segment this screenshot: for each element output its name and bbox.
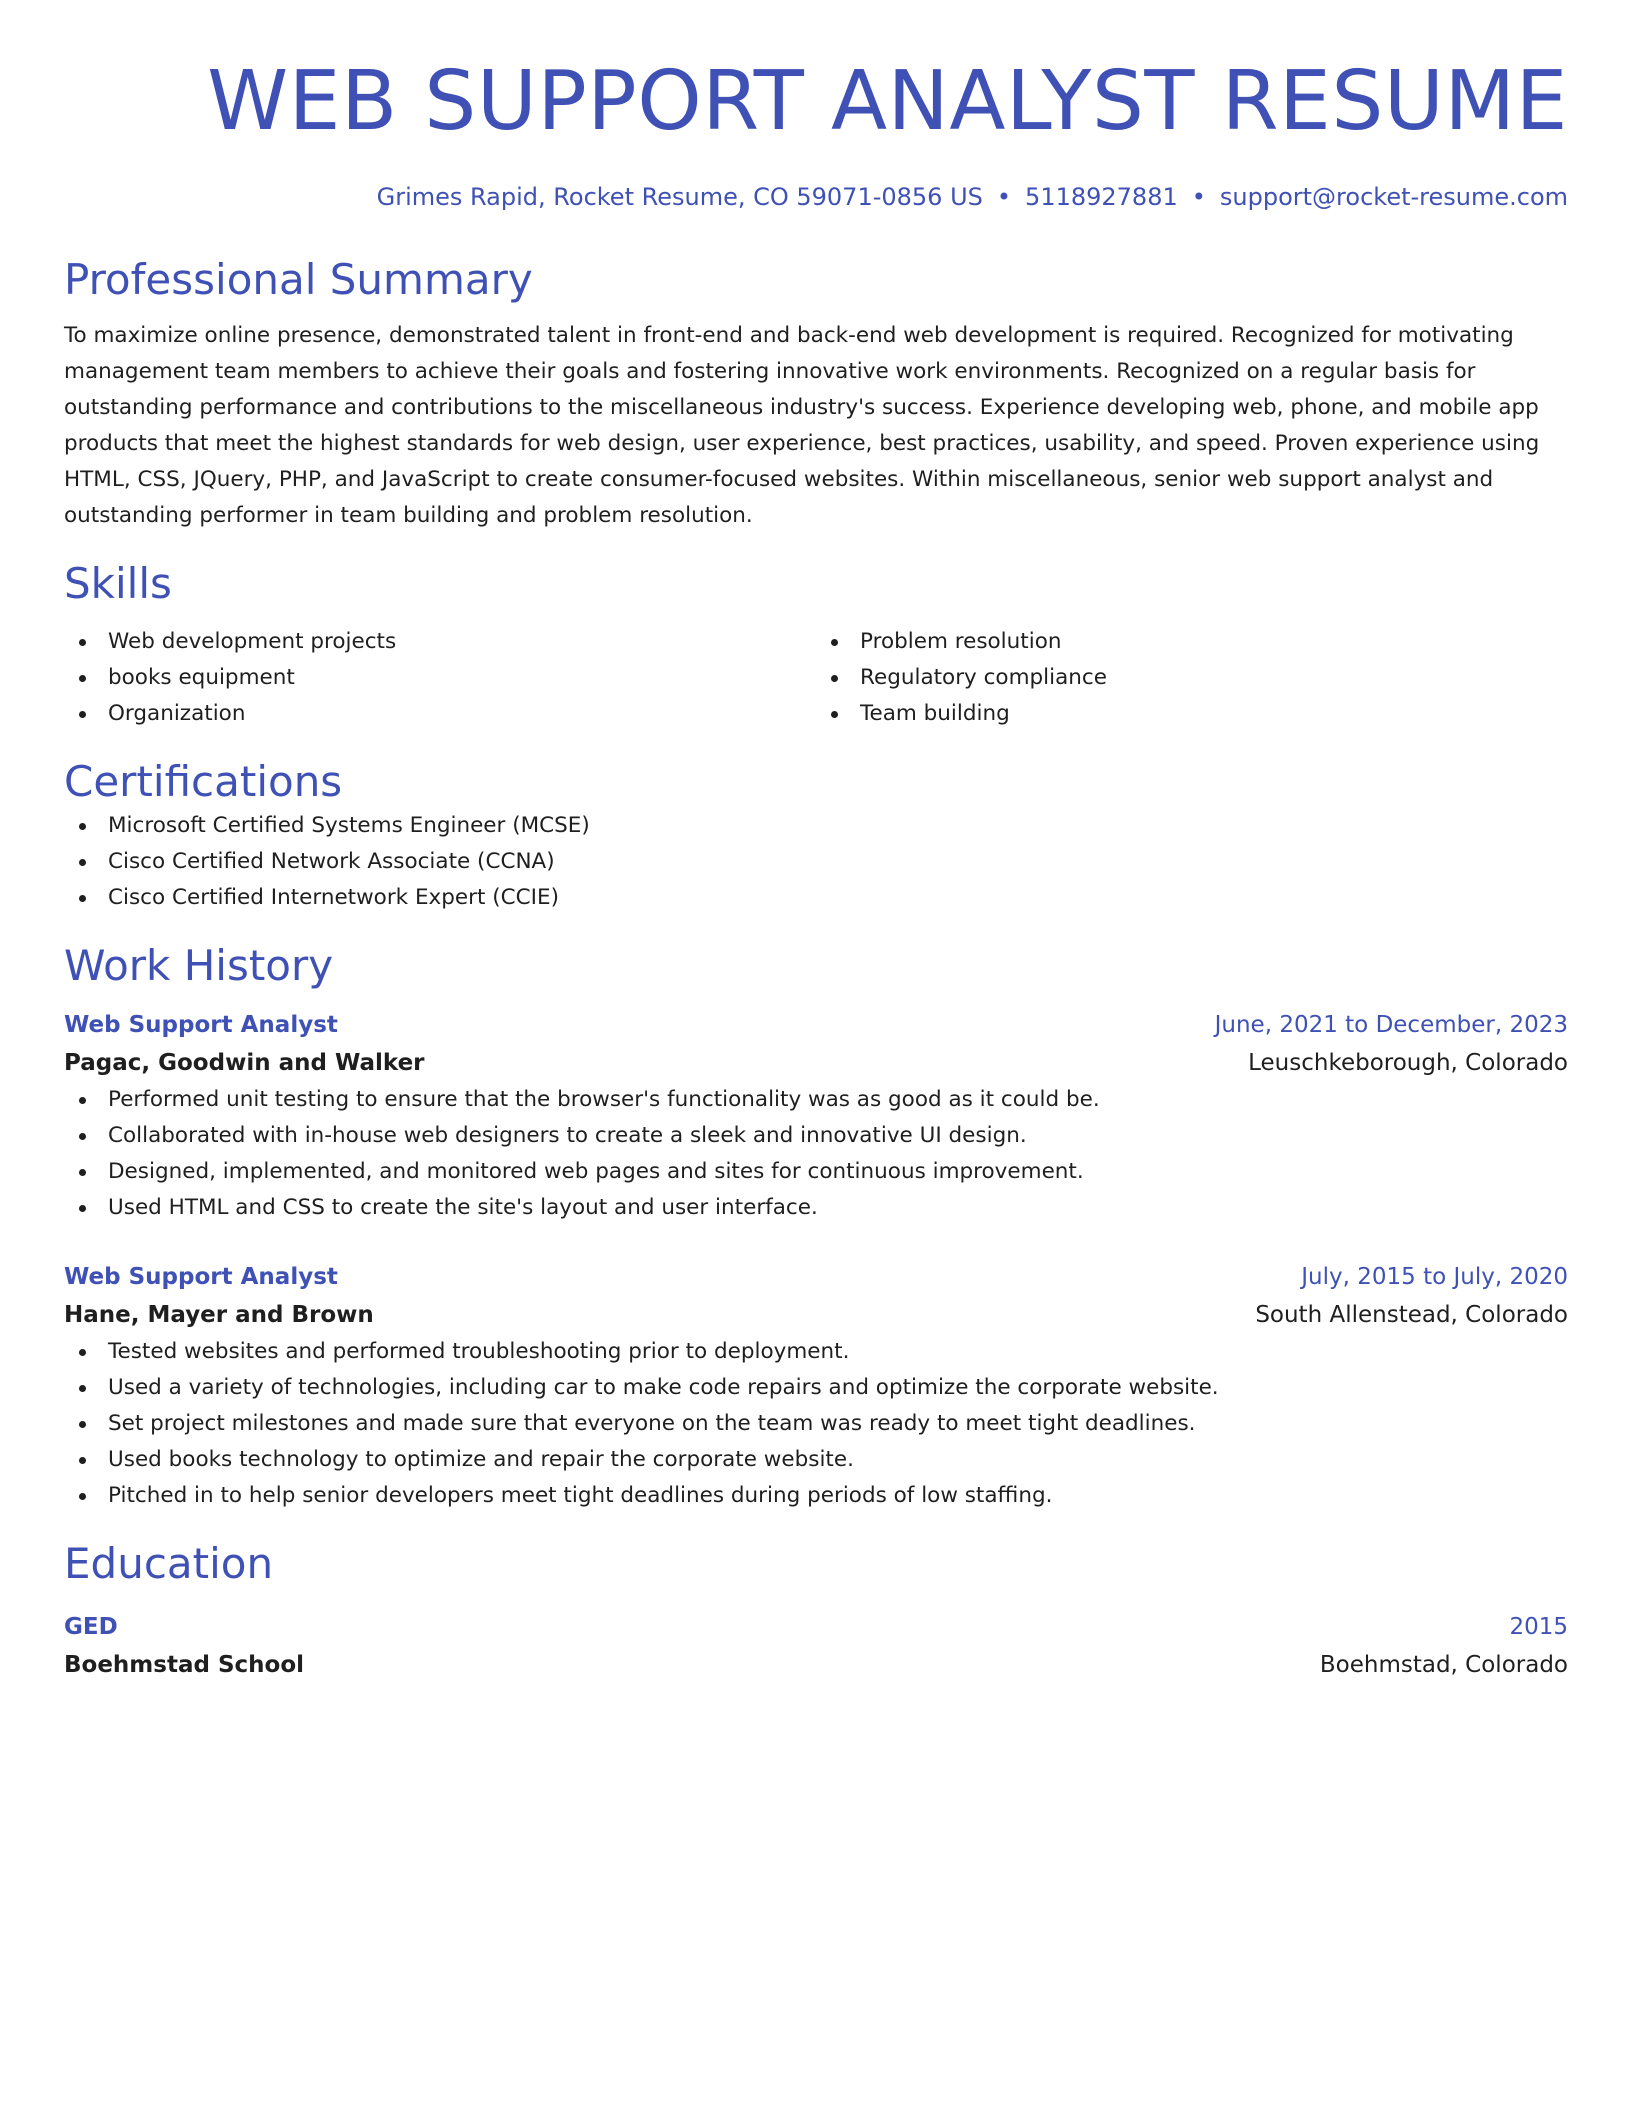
job-bullet-list [64,1082,1568,1226]
skill-item [816,696,1568,732]
bullet-icon [79,1097,86,1104]
job-title: Web Support Analyst [64,1264,338,1290]
job-employer-row [64,1296,1568,1334]
section-heading: Professional Summary [64,255,533,304]
certifications-list [64,808,1568,916]
job-bullet-text: Performed unit testing to ensure that the browser's functionality was as good as it could be. [108,1087,1100,1112]
bullet-icon [831,639,838,646]
job-bullet-text: Designed, implemented, and monitored web pages and sites for continuous improvement. [108,1159,1084,1184]
certification-label: Microsoft Certified Systems Engineer (MCSE) [108,813,590,838]
education-school-row [64,1646,1568,1684]
skill-item [64,660,816,696]
bullet-icon [79,859,86,866]
skill-item [816,624,1568,660]
section-heading: Certifications [64,757,343,806]
job-dates: July, 2015 to July, 2020 [1301,1264,1568,1290]
section-heading: Work History [64,941,334,990]
skill-item [64,696,816,732]
job-bullet-text: Set project milestones and made sure that everyone on the team was ready to meet tight deadlines. [108,1411,1196,1436]
education-section [64,1538,1568,1684]
skill-label: Web development projects [108,629,397,654]
certification-item [64,844,1568,880]
education-year: 2015 [1509,1614,1568,1640]
education-school: Boehmstad School [64,1652,305,1678]
resume-title: WEB SUPPORT ANALYST RESUME [207,54,1568,149]
job-location: South Allenstead, Colorado [1255,1302,1568,1328]
job-header-row [64,1006,1568,1044]
job-entry [64,1006,1568,1226]
bullet-icon [79,711,86,718]
bullet-icon [79,1169,86,1176]
bullet-icon [79,1133,86,1140]
bullet-icon [79,639,86,646]
contact-separator: • [996,183,1012,211]
bullet-icon [79,1385,86,1392]
summary-text: To maximize online presence, demonstrated talent in front-end and back-end web development is required. Recognized for motivating management team members to achieve their goals and fostering innovative work environments. Recognized on a regular basis for outstanding performance and contributions to the miscellaneous industry's success. Experience developing web, phone, and mobile app products that meet the highest standards for web design, user experience, best practices, usability, and speed. Proven experience using HTML, CSS, JQuery, PHP, and JavaScript to create consumer-focused websites. Within miscellaneous, senior web support analyst and outstanding performer in team building and problem resolution. [64,323,1540,528]
job-bullet [64,1406,1568,1442]
job-bullet-text: Used a variety of technologies, including car to make code repairs and optimize the corporate website. [108,1375,1219,1400]
certifications-section [64,756,1568,916]
bullet-icon [79,1349,86,1356]
contact-phone[interactable]: 5118927881 [1025,183,1178,211]
job-bullet [64,1118,1568,1154]
work-history-section [64,940,1568,1514]
job-company: Pagac, Goodwin and Walker [64,1050,425,1076]
education-location: Boehmstad, Colorado [1319,1652,1568,1678]
job-bullet [64,1334,1568,1370]
job-bullet [64,1370,1568,1406]
certification-item [64,808,1568,844]
job-bullet [64,1154,1568,1190]
job-bullet-text: Collaborated with in-house web designers to create a sleek and innovative UI design. [108,1123,1027,1148]
education-degree: GED [64,1614,118,1640]
skill-item [64,624,816,660]
job-bullet [64,1478,1568,1514]
bullet-icon [79,895,86,902]
job-bullet [64,1442,1568,1478]
job-bullet-text: Used HTML and CSS to create the site's layout and user interface. [108,1195,818,1220]
job-bullet [64,1082,1568,1118]
contact-info [64,180,1568,214]
skill-label: Team building [860,701,1010,726]
contact-separator: • [1191,183,1206,211]
skill-label: books equipment [108,665,295,690]
certification-item [64,880,1568,916]
contact-email[interactable]: support@rocket-resume.com [1219,183,1568,211]
job-company: Hane, Mayer and Brown [64,1302,374,1328]
education-header-row [64,1608,1568,1646]
skills-list-left [64,624,816,732]
bullet-icon [831,711,838,718]
certification-label: Cisco Certified Network Associate (CCNA) [108,849,555,874]
certification-label: Cisco Certified Internetwork Expert (CCIE) [108,885,559,910]
bullet-icon [79,675,86,682]
job-location: Leuschkeborough, Colorado [1248,1050,1568,1076]
job-title: Web Support Analyst [64,1012,338,1038]
bullet-icon [79,1421,86,1428]
bullet-icon [831,675,838,682]
skills-grid [64,624,1568,732]
skills-list-right [816,624,1568,732]
job-bullet-text: Tested websites and performed troubleshooting prior to deployment. [108,1339,850,1364]
skill-label: Organization [108,701,246,726]
bullet-icon [79,1205,86,1212]
bullet-icon [79,1457,86,1464]
section-heading: Skills [64,559,172,608]
skill-label: Regulatory compliance [860,665,1107,690]
contact-address: Grimes Rapid, Rocket Resume, CO 59071-0856 US [376,183,983,211]
job-employer-row [64,1044,1568,1082]
skill-item [816,660,1568,696]
section-heading: Education [64,1539,274,1588]
job-bullet-text: Used books technology to optimize and repair the corporate website. [108,1447,854,1472]
job-bullet-list [64,1334,1568,1514]
job-entry [64,1258,1568,1514]
job-dates: June, 2021 to December, 2023 [1214,1012,1568,1038]
education-entry [64,1608,1568,1684]
skills-section [64,558,1568,732]
skill-label: Problem resolution [860,629,1062,654]
bullet-icon [79,1493,86,1500]
summary-section [64,254,1568,534]
job-header-row [64,1258,1568,1296]
bullet-icon [79,823,86,830]
job-bullet-text: Pitched in to help senior developers meet tight deadlines during periods of low staffing. [108,1483,1053,1508]
job-bullet [64,1190,1568,1226]
